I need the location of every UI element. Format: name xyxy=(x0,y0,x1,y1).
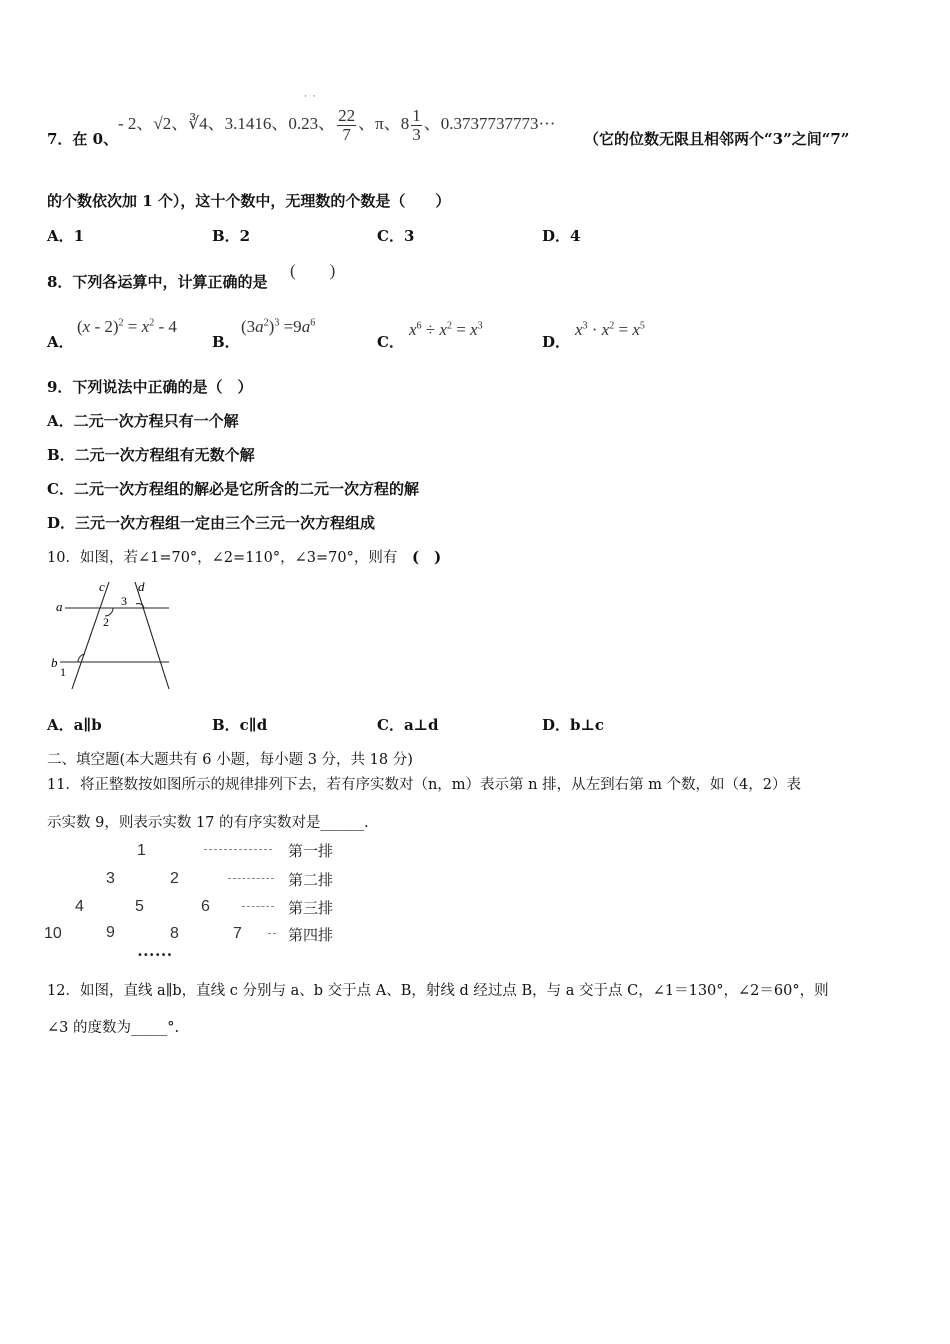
q7-repeat-digit-2: · 3 xyxy=(309,91,319,133)
q10-label-b: b xyxy=(51,655,58,670)
q7-t6: 、 xyxy=(318,114,336,133)
q7-prefix: 7．在 0、 xyxy=(47,130,119,148)
q7-option-d[interactable]: D．4 xyxy=(542,227,581,245)
q10-paren: ( ) xyxy=(412,548,442,566)
q8-option-d-label[interactable]: D． xyxy=(542,333,571,351)
q10-label-3: 3 xyxy=(121,594,127,608)
q9-option-a[interactable]: A．二元一次方程只有一个解 xyxy=(47,412,239,430)
q7-fraction-1-3: $\frac{1}{3}$ xyxy=(412,105,421,144)
q11-line1: 11．将正整数按如图所示的规律排列下去，若有序实数对（n，m）表示第 n 排，从左到右第 m 个数，如（4，2）表 xyxy=(47,777,802,793)
q10-label-1: 1 xyxy=(60,665,66,679)
q8-option-b-label[interactable]: B． xyxy=(212,333,240,351)
q10-stem: 10．如图，若∠1=70°，∠2=110°，∠3=70°，则有 xyxy=(47,550,398,566)
q12-line2: ∠3 的度数为_____°. xyxy=(47,1020,180,1036)
q11-row4-num3: 8 xyxy=(170,925,179,942)
q7-t1: - 2、 xyxy=(118,114,154,133)
q11-row4-num1: 10 xyxy=(44,925,62,942)
q11-line2: 示实数 9，则表示实数 17 的有序实数对是______. xyxy=(47,815,369,831)
q11-row3-num2: 5 xyxy=(135,898,144,915)
q10-option-a[interactable]: A．a∥b xyxy=(47,716,102,734)
q11-row4-num4: 7 xyxy=(233,925,242,942)
q11-row3-label: 第三排 xyxy=(288,899,334,917)
q9-stem: 9．下列说法中正确的是（ ） xyxy=(47,378,253,396)
q8-option-d-expr[interactable]: $x^3 \cdot x^2 = x^5$ xyxy=(575,320,645,339)
q11-row2-num2: 2 xyxy=(170,870,179,887)
q7-t2: √2、 xyxy=(153,114,189,133)
q7-fraction-22-7: $\frac{22}{7}$ xyxy=(338,105,356,144)
q10-option-b[interactable]: B．c∥d xyxy=(212,716,268,734)
q9-option-b[interactable]: B．二元一次方程组有无数个解 xyxy=(47,446,255,464)
section2-heading: 二、填空题(本大题共有 6 小题，每小题 3 分，共 18 分) xyxy=(47,752,413,768)
q12-line1: 12．如图，直线 a∥b，直线 c 分别与 a、b 交于点 A、B，射线 d 经过点 B，与 a 交于点 C，∠1＝130°，∠2＝60°，则 xyxy=(47,983,829,999)
q9-option-c[interactable]: C．二元一次方程组的解必是它所含的二元一次方程的解 xyxy=(47,480,419,498)
q10-label-d: d xyxy=(138,579,145,594)
q11-row2-num1: 3 xyxy=(106,870,115,887)
q7-option-b[interactable]: B．2 xyxy=(212,227,251,245)
q11-row4-dash xyxy=(268,933,276,934)
q7-tail: （它的位数无限且相邻两个“3”之间“7” xyxy=(584,130,850,148)
q7-option-c[interactable]: C．3 xyxy=(377,227,415,245)
q11-row3-num1: 4 xyxy=(75,898,84,915)
q8-stem: 8．下列各运算中，计算正确的是 xyxy=(47,273,268,291)
q11-ellipsis: •••••• xyxy=(137,950,173,961)
q11-row2-label: 第二排 xyxy=(288,871,334,889)
q7-number-list xyxy=(118,91,556,154)
q11-row2-dash xyxy=(228,878,274,879)
q8-option-b-expr[interactable]: $(3a^2)^3 =9a^6$ xyxy=(241,317,316,336)
q10-label-2: 2 xyxy=(103,615,109,629)
q7-repeat-digit-1: · 2 xyxy=(301,91,310,133)
q11-row1-label: 第一排 xyxy=(288,842,334,860)
q11-row3-num3: 6 xyxy=(201,898,210,915)
q11-row3-dash xyxy=(242,906,274,907)
q10-figure xyxy=(45,574,180,694)
q7-t3: ∛4、3.1416、0. xyxy=(188,114,302,133)
q10-line-c xyxy=(72,582,109,689)
q10-label-a: a xyxy=(56,599,63,614)
q11-row1-num1: 1 xyxy=(137,842,146,859)
q10-label-c: c xyxy=(99,579,105,594)
q10-line-d xyxy=(135,582,169,689)
q8-option-a-expr[interactable]: $(x - 2)^2 = x^2 - 4$ xyxy=(77,317,177,336)
q7-line2: 的个数依次加 1 个），这十个数中，无理数的个数是（ ） xyxy=(47,192,451,210)
q10-option-c[interactable]: C．a⊥d xyxy=(377,716,439,734)
q11-row4-num2: 9 xyxy=(106,924,115,941)
q11-number-triangle xyxy=(0,836,380,966)
q11-row4-label: 第四排 xyxy=(288,926,334,944)
q8-option-a-label[interactable]: A． xyxy=(47,333,74,351)
q8-paren: ( ) xyxy=(290,261,336,280)
q9-option-d[interactable]: D．三元一次方程组一定由三个三元一次方程组成 xyxy=(47,514,376,532)
q7-option-a[interactable]: A．1 xyxy=(47,227,85,245)
q7-t8: 、0.3737737773··· xyxy=(423,114,556,133)
q8-option-c-label[interactable]: C． xyxy=(377,333,404,351)
q8-option-c-expr[interactable]: $x^6 \div x^2 = x^3$ xyxy=(409,320,483,339)
q10-option-d[interactable]: D．b⊥c xyxy=(542,716,605,734)
q11-row1-dash xyxy=(204,849,272,850)
q7-t7: 、π、8 xyxy=(358,114,410,133)
